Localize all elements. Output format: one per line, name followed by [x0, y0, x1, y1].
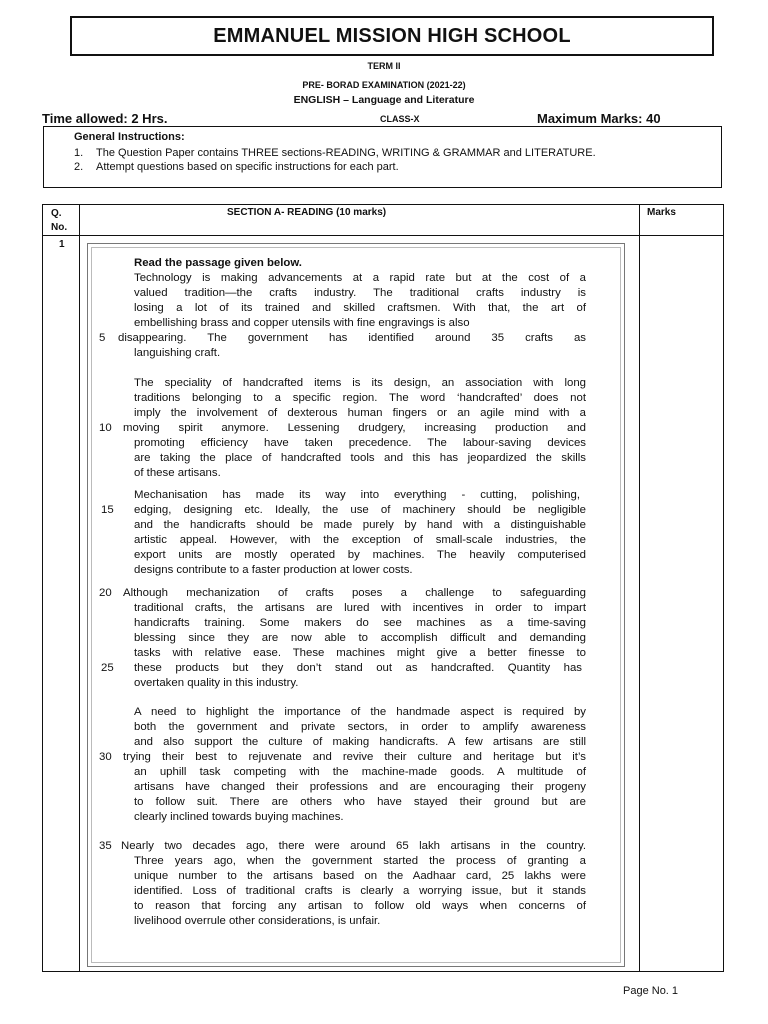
instruction-text: The Question Paper contains THREE sections-READING, WRITING & GRAMMAR and LITERATURE. [96, 147, 596, 159]
passage-line: designs contribute to a faster production at lower costs. [134, 564, 413, 576]
instruction-item [74, 147, 596, 159]
passage-line: an uphill task competing with the machine-made goods. A multitude of [134, 766, 586, 778]
qno-header: Q. No. [51, 208, 68, 233]
passage-line: and also support the culture of making handicrafts. A few artisans are still [134, 736, 586, 748]
passage-line: tasks with relative ease. These machines might give a better finesse to [134, 647, 586, 659]
passage-heading: Read the passage given below. [134, 257, 302, 269]
line-number: 25 [101, 662, 114, 674]
column-divider [639, 205, 640, 971]
instruction-item [74, 161, 399, 173]
line-number: 35 [99, 840, 112, 852]
passage-line: to reason that forcing any artisan to follow old ways when concerns of [134, 900, 586, 912]
passage-line: both the government and private sectors, in order to amplify awareness [134, 721, 586, 733]
line-number: 10 [99, 422, 112, 434]
passage-line: blessing since they are now able to accomplish difficult and demanding [134, 632, 586, 644]
instruction-number: 2. [74, 161, 84, 173]
passage-line: The speciality of handcrafted items is its design, an association with long [134, 377, 586, 389]
line-number: 5 [99, 332, 106, 344]
passage-line: identified. Loss of traditional crafts is clearly a worrying issue, but it stands [134, 885, 586, 897]
passage-line: trying their best to rejuvenate and revive their culture and heritage but it’s [123, 751, 586, 763]
passage-line: languishing craft. [134, 347, 221, 359]
term-label: TERM II [367, 61, 401, 71]
passage-line: losing a lot of its trained and skilled craftsmen. With that, the art of [134, 302, 586, 314]
line-number: 30 [99, 751, 112, 763]
passage-line: Although mechanization of crafts poses a challenge to safeguarding [123, 587, 586, 599]
section-title: SECTION A- READING (10 marks) [227, 207, 387, 218]
column-divider [79, 205, 80, 971]
instruction-text: Attempt questions based on specific instructions for each part. [96, 161, 399, 173]
passage-line: A need to highlight the importance of the handmade aspect is required by [134, 706, 586, 718]
general-instructions-box [43, 126, 722, 188]
exam-name: PRE- BORAD EXAMINATION (2021-22) [302, 80, 466, 90]
passage-line: unique number to the artisans based on the Aadhaar card, 25 lakhs were [134, 870, 586, 882]
passage-line: livelihood overrule other considerations, is unfair. [134, 915, 381, 927]
passage-line: Three years ago, when the government started the process of granting a [134, 855, 586, 867]
passage-line: promoting efficiency have taken precedence. The labour-saving devices [134, 437, 586, 449]
passage-line: artistic appeal. However, with the exception of small-scale industries, the [134, 534, 586, 546]
passage-line: traditions belonging to a specific region. The word ‘handcrafted’ does not [134, 392, 586, 404]
page-number: Page No. 1 [623, 985, 679, 997]
passage-line: overtaken quality in this industry. [134, 677, 299, 689]
passage-line: edging, designing etc. Ideally, the use of machinery should be negligible [134, 504, 586, 516]
line-number: 15 [101, 504, 114, 516]
school-name: EMMANUEL MISSION HIGH SCHOOL [213, 24, 571, 47]
passage-line: these products but they don’t stand out as handcrafted. Quantity has [134, 662, 582, 674]
header-row-divider [43, 235, 723, 236]
passage-line: are taking the place of handcrafted tools and this has jeopardized the skills [134, 452, 586, 464]
passage-line: Nearly two decades ago, there were around 65 lakh artisans in the country. [121, 840, 586, 852]
maximum-marks: Maximum Marks: 40 [537, 111, 661, 126]
passage-line: moving spirit anymore. Lessening drudgery, increasing production and [123, 422, 586, 434]
subject-name: ENGLISH – Language and Literature [293, 94, 475, 106]
passage-line: handicrafts training. Some makers do see machines as a time-saving [134, 617, 586, 629]
instruction-number: 1. [74, 147, 84, 159]
passage-line: to follow suit. There are others who have stayed their ground but are [134, 796, 586, 808]
passage-line: traditional crafts, the artisans are lured with incentives in order to impart [134, 602, 586, 614]
passage-line: imply the involvement of dexterous human fingers or an agile mind with a [134, 407, 586, 419]
passage-line: embellishing brass and copper utensils with fine engravings is also [134, 317, 470, 329]
passage-line: Technology is making advancements at a rapid rate but at the cost of a [134, 272, 586, 284]
passage-line: Mechanisation has made its way into everything - cutting, polishing, [134, 489, 580, 501]
passage-line: valued tradition—the crafts industry. The traditional crafts industry is [134, 287, 586, 299]
line-number: 20 [99, 587, 112, 599]
passage-line: artisans have changed their professions and are encouraging their progeny [134, 781, 586, 793]
passage-line: of these artisans. [134, 467, 221, 479]
school-title-box [70, 16, 714, 56]
passage-line: export units are mostly operated by machines. The heavily computerised [134, 549, 586, 561]
instructions-heading: General Instructions: [74, 131, 185, 143]
passage-line: disappearing. The government has identified around 35 crafts as [118, 332, 586, 344]
class-label: CLASS-X [380, 114, 420, 124]
question-number: 1 [59, 239, 65, 250]
passage-line: and the handicrafts should be made purely by hand with a distinguishable [134, 519, 586, 531]
marks-header: Marks [647, 207, 676, 218]
passage-line: clearly inclined towards buying machines. [134, 811, 344, 823]
time-allowed: Time allowed: 2 Hrs. [42, 111, 168, 126]
